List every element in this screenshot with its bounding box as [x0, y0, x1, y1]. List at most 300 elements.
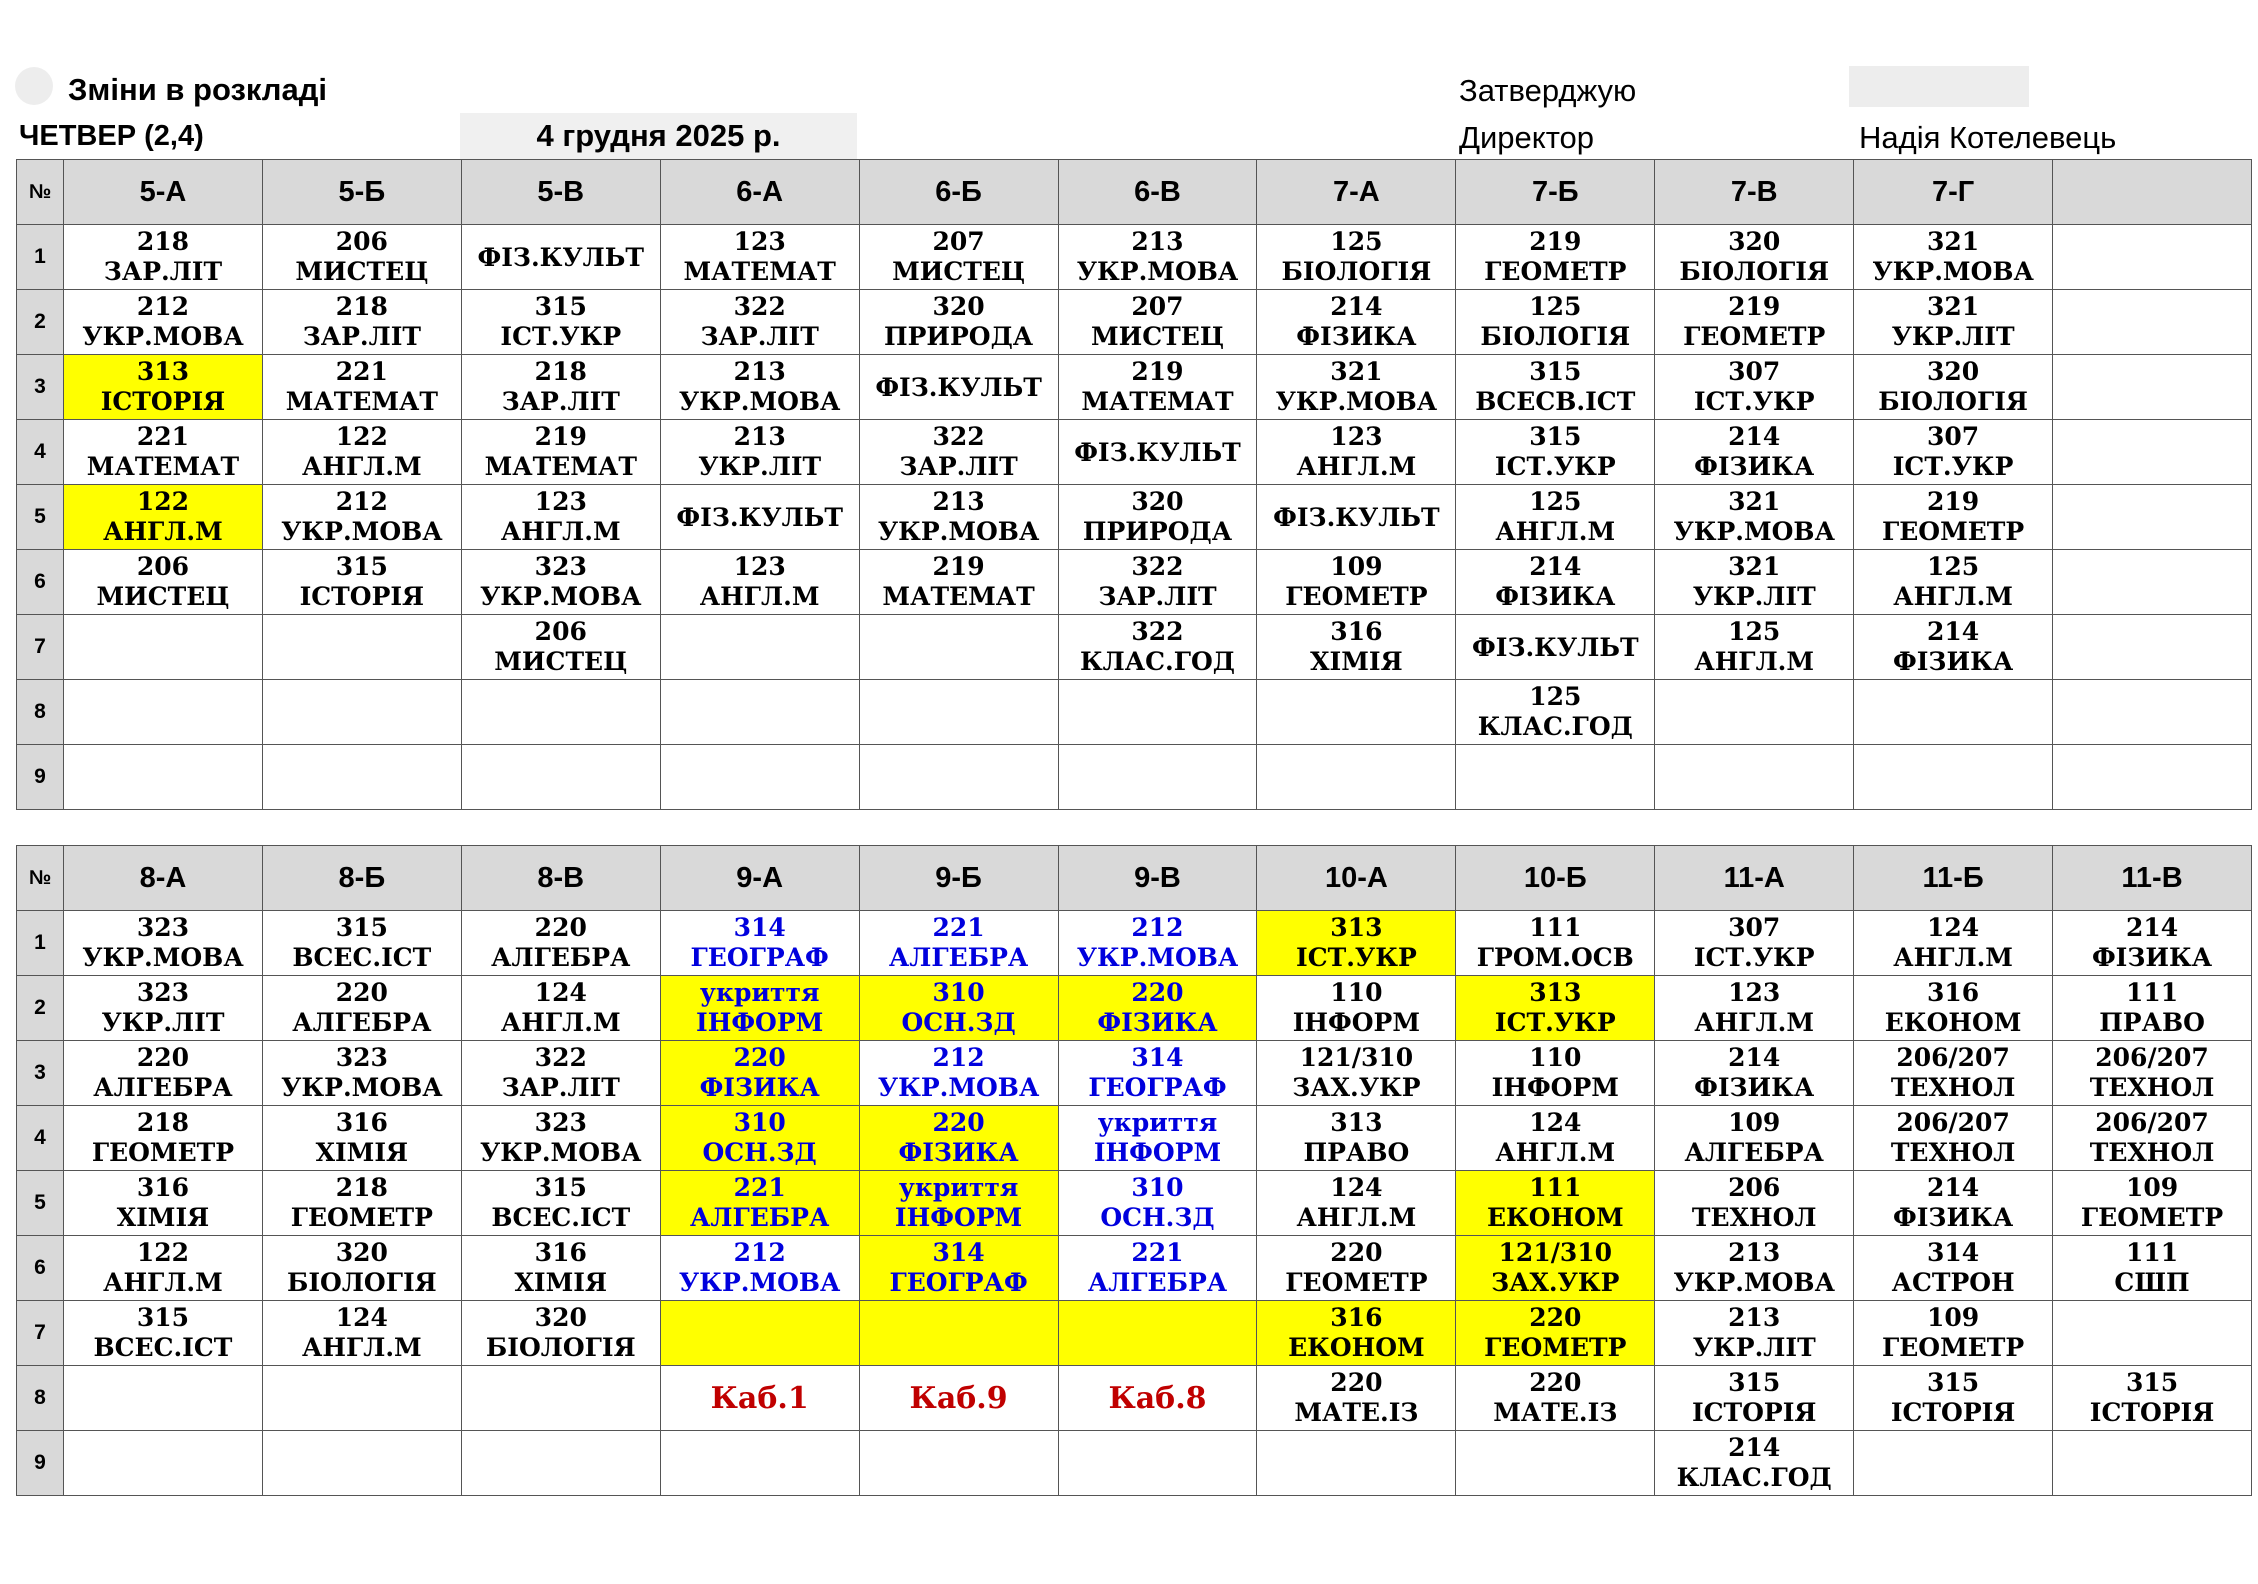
schedule-cell — [64, 1041, 263, 1106]
subject-name: ГЕОМЕТР — [1484, 257, 1627, 286]
subject-name: ІСТОРІЯ — [100, 387, 226, 416]
room-number: 212 — [335, 487, 388, 516]
room-number: 307 — [1728, 357, 1781, 386]
room-number: 315 — [2125, 1368, 2179, 1397]
room-number: 316 — [534, 1238, 587, 1267]
subject-name: ЕКОНОМ — [1486, 1203, 1624, 1232]
lesson-row — [17, 1236, 2252, 1301]
room-number: 221 — [1131, 1238, 1184, 1267]
subject-name: УКР.МОВА — [480, 1138, 642, 1167]
room-number: 207 — [1131, 292, 1184, 321]
subject-name: МАТЕМАТ — [285, 387, 439, 416]
room-number: 212 — [136, 292, 190, 321]
subject-name: ХІМІЯ — [116, 1203, 210, 1232]
subject-name: АНГЛ.М — [1296, 452, 1417, 481]
schedule-cell — [1058, 290, 1257, 355]
room-number: 219 — [932, 552, 985, 581]
subject-name: ЗАХ.УКР — [1491, 1268, 1620, 1297]
lesson-number: 2 — [17, 290, 64, 355]
schedule-table-bottom — [16, 845, 2252, 1496]
room-number: 110 — [1529, 1043, 1582, 1072]
subject-name: МИСТЕЦ — [295, 257, 429, 286]
class-header: 6-В — [1058, 160, 1257, 225]
schedule-cell — [660, 290, 859, 355]
schedule-cell — [859, 290, 1058, 355]
schedule-cell — [1257, 1106, 1456, 1171]
subject-name: БІОЛОГІЯ — [485, 1333, 636, 1362]
schedule-cell — [2053, 1301, 2252, 1366]
class-header: 6-А — [660, 160, 859, 225]
schedule-cell — [1257, 485, 1456, 550]
room-number: 214 — [1728, 1043, 1781, 1072]
room-number: 219 — [1927, 487, 1980, 516]
room-number: 206/207 — [2095, 1108, 2209, 1137]
room-number: 125 — [1529, 292, 1582, 321]
room-number: 111 — [2125, 978, 2179, 1007]
subject-name: АНГЛ.М — [1495, 1138, 1616, 1167]
room-number: 313 — [136, 357, 190, 386]
subject-name: АНГЛ.М — [500, 1008, 621, 1037]
schedule-cell — [1058, 550, 1257, 615]
room-number: 321 — [1927, 292, 1980, 321]
room-number: 213 — [1728, 1238, 1781, 1267]
schedule-cell — [660, 911, 859, 976]
subject-name: ФІЗ.КУЛЬТ — [477, 242, 645, 272]
subject-name: АНГЛ.М — [301, 452, 422, 481]
schedule-cell — [64, 615, 263, 680]
schedule-cell — [2053, 1106, 2252, 1171]
room-number: 213 — [1728, 1303, 1781, 1332]
schedule-cell — [1456, 485, 1655, 550]
lesson-number: 3 — [17, 1041, 64, 1106]
subject-name: УКР.МОВА — [678, 387, 841, 416]
schedule-cell — [859, 420, 1058, 485]
room-number: 219 — [1529, 227, 1582, 256]
room-number: 322 — [534, 1043, 587, 1072]
room-number: 206/207 — [2095, 1043, 2209, 1072]
subject-name: ХІМІЯ — [315, 1138, 409, 1167]
schedule-cell — [1854, 1236, 2053, 1301]
subject-name: ЗАР.ЛІТ — [501, 1073, 620, 1102]
lesson-row — [17, 225, 2252, 290]
class-header: 8-Б — [262, 846, 461, 911]
room-number: 316 — [1330, 1303, 1383, 1332]
schedule-cell — [1058, 976, 1257, 1041]
room-number: 206 — [534, 617, 587, 646]
lesson-row — [17, 355, 2252, 420]
subject-name: АНГЛ.М — [103, 517, 223, 546]
room-number: 314 — [932, 1238, 985, 1267]
subject-name: ФІЗИКА — [1893, 647, 2014, 676]
subject-name: ЗАР.ЛІТ — [1098, 582, 1217, 611]
room-number: 323 — [534, 1108, 587, 1137]
room-number: 121/310 — [1498, 1238, 1613, 1267]
lesson-row — [17, 420, 2252, 485]
subject-name: ТЕХНОЛ — [2089, 1073, 2215, 1102]
signature-placeholder — [1849, 66, 2029, 107]
room-number: 310 — [932, 978, 985, 1007]
room-number: 206 — [136, 552, 190, 581]
schedule-cell — [461, 745, 660, 810]
room-number: 220 — [1529, 1368, 1582, 1397]
subject-name: АЛГЕБРА — [690, 1203, 830, 1232]
subject-name: ІНФОРМ — [1491, 1073, 1619, 1102]
room-number: 320 — [932, 292, 985, 321]
room-number: 219 — [534, 422, 587, 451]
room-number: 313 — [1330, 1108, 1383, 1137]
subject-name: АНГЛ.М — [103, 1268, 223, 1297]
room-number: 320 — [1131, 487, 1184, 516]
schedule-cell — [461, 485, 660, 550]
lesson-row — [17, 745, 2252, 810]
subject-name: ФІЗИКА — [898, 1138, 1019, 1167]
schedule-cell — [1854, 745, 2053, 810]
page-title: Зміни в розкладі — [68, 72, 328, 107]
room-number: 220 — [1529, 1303, 1582, 1332]
lesson-number: 7 — [17, 1301, 64, 1366]
schedule-cell — [64, 976, 263, 1041]
schedule-cell — [461, 1301, 660, 1366]
schedule-cell — [262, 1041, 461, 1106]
schedule-cell — [2053, 420, 2252, 485]
schedule-cell — [262, 911, 461, 976]
schedule-cell — [2053, 1366, 2252, 1431]
subject-name: ФІЗИКА — [1495, 582, 1616, 611]
room-number: 110 — [1330, 978, 1383, 1007]
subject-name: МИСТЕЦ — [1090, 322, 1224, 351]
schedule-cell — [1854, 550, 2053, 615]
subject-name: ЕКОНОМ — [1288, 1333, 1425, 1362]
subject-name: УКР.ЛІТ — [1891, 322, 2015, 351]
schedule-cell — [1655, 1236, 1854, 1301]
room-number: 220 — [1131, 978, 1184, 1007]
schedule-cell — [64, 225, 263, 290]
schedule-cell — [64, 1366, 263, 1431]
subject-name: АЛГЕБРА — [93, 1073, 233, 1102]
room-number: 221 — [733, 1173, 786, 1202]
schedule-cell — [64, 745, 263, 810]
schedule-cell — [1655, 1431, 1854, 1496]
schedule-cell — [1257, 1041, 1456, 1106]
schedule-cell — [1058, 1236, 1257, 1301]
subject-name: ТЕХНОЛ — [1890, 1073, 2016, 1102]
subject-name: АЛГЕБРА — [888, 943, 1029, 972]
subject-name: АНГЛ.М — [500, 517, 621, 546]
schedule-cell — [461, 225, 660, 290]
room-number: 125 — [1529, 682, 1582, 711]
lesson-number: 9 — [17, 745, 64, 810]
schedule-cell — [1655, 615, 1854, 680]
subject-name: ФІЗИКА — [1694, 452, 1815, 481]
schedule-cell — [262, 1431, 461, 1496]
schedule-cell — [64, 1236, 263, 1301]
schedule-cell — [660, 1236, 859, 1301]
director-label: Директор — [1459, 120, 1595, 155]
circle-mark — [15, 67, 53, 105]
room-number: 123 — [1330, 422, 1383, 451]
subject-name: СШП — [2114, 1268, 2190, 1297]
schedule-cell — [660, 225, 859, 290]
schedule-cell — [64, 420, 263, 485]
header-row — [17, 160, 2252, 225]
room-number: 121/310 — [1299, 1043, 1414, 1072]
schedule-cell — [1257, 680, 1456, 745]
subject-name: МИСТЕЦ — [494, 647, 628, 676]
room-number: 124 — [335, 1303, 388, 1332]
schedule-cell — [64, 680, 263, 745]
room-number: 124 — [534, 978, 587, 1007]
schedule-cell — [859, 355, 1058, 420]
room-number: 316 — [1927, 978, 1980, 1007]
lesson-number: 3 — [17, 355, 64, 420]
schedule-cell — [660, 1106, 859, 1171]
class-header: 11-Б — [1854, 846, 2053, 911]
room-number: 316 — [335, 1108, 388, 1137]
room-number: 320 — [335, 1238, 388, 1267]
schedule-cell — [1257, 1171, 1456, 1236]
schedule-cell — [1257, 355, 1456, 420]
schedule-cell — [2053, 615, 2252, 680]
room-number: 124 — [1927, 913, 1980, 942]
schedule-cell — [1655, 1171, 1854, 1236]
schedule-cell — [1456, 420, 1655, 485]
subject-name: ФІЗИКА — [1694, 1073, 1815, 1102]
room-number: 109 — [2125, 1173, 2179, 1202]
schedule-cell — [2053, 550, 2252, 615]
lesson-number: 8 — [17, 680, 64, 745]
subject-name: ІСТ.УКР — [1693, 943, 1815, 972]
class-header: 9-Б — [859, 846, 1058, 911]
schedule-cell — [1655, 355, 1854, 420]
schedule-cell — [2053, 290, 2252, 355]
subject-name: УКР.МОВА — [281, 1073, 443, 1102]
schedule-cell — [1655, 420, 1854, 485]
room-number: 218 — [335, 1173, 388, 1202]
subject-name: ГЕОГРАФ — [889, 1268, 1028, 1297]
subject-name: УКР.ЛІТ — [101, 1008, 225, 1037]
room-number: 220 — [136, 1043, 190, 1072]
lesson-number: 6 — [17, 550, 64, 615]
lesson-number-header: № — [17, 160, 64, 225]
class-header: 10-А — [1257, 846, 1456, 911]
room-number: 213 — [932, 487, 985, 516]
schedule-cell — [1655, 1366, 1854, 1431]
subject-name: ВСЕС.ІСТ — [93, 1333, 233, 1362]
room-number: 314 — [1927, 1238, 1980, 1267]
room-number: 220 — [534, 913, 587, 942]
subject-name: АНГЛ.М — [1893, 582, 2013, 611]
schedule-cell — [1655, 1106, 1854, 1171]
subject-name: ІСТ.УКР — [1494, 452, 1616, 481]
subject-name: ФІЗИКА — [1097, 1008, 1218, 1037]
subject-name: МИСТЕЦ — [892, 257, 1026, 286]
schedule-cell — [1854, 485, 2053, 550]
schedule-cell — [262, 1106, 461, 1171]
schedule-cell — [859, 550, 1058, 615]
room-number: 315 — [1529, 357, 1582, 386]
subject-name: ІСТОРІЯ — [2089, 1398, 2215, 1427]
schedule-cell — [1257, 225, 1456, 290]
schedule-cell — [1456, 1171, 1655, 1236]
subject-name: ЗАР.ЛІТ — [899, 452, 1018, 481]
schedule-cell — [461, 911, 660, 976]
subject-name: УКР.МОВА — [1076, 943, 1239, 972]
schedule-cell — [1655, 745, 1854, 810]
room-number: 323 — [534, 552, 587, 581]
room-number: 315 — [534, 292, 587, 321]
room-number: 314 — [1131, 1043, 1184, 1072]
subject-name: УКР.МОВА — [877, 1073, 1040, 1102]
schedule-cell — [262, 550, 461, 615]
subject-name: ПРАВО — [2099, 1008, 2205, 1037]
subject-name: АСТРОН — [1891, 1268, 2015, 1297]
subject-name: УКР.МОВА — [281, 517, 443, 546]
room-number: 109 — [1927, 1303, 1980, 1332]
room-number: 221 — [932, 913, 985, 942]
subject-name: АНГЛ.М — [1893, 943, 2013, 972]
schedule-cell — [1456, 1106, 1655, 1171]
subject-name: ІНФОРМ — [1093, 1138, 1222, 1167]
subject-name: АЛГЕБРА — [1087, 1268, 1228, 1297]
schedule-cell — [461, 550, 660, 615]
subject-name: ГЕОМЕТР — [1881, 1333, 2025, 1362]
room-number: 124 — [1330, 1173, 1383, 1202]
subject-name: МАТЕМАТ — [1081, 387, 1234, 416]
subject-name: УКР.МОВА — [877, 517, 1040, 546]
class-header: 8-В — [461, 846, 660, 911]
room-number: 320 — [1927, 357, 1980, 386]
room-number: 220 — [1330, 1368, 1383, 1397]
room-number: 125 — [1529, 487, 1582, 516]
schedule-cell — [660, 1171, 859, 1236]
subject-name: УКР.МОВА — [1673, 1268, 1835, 1297]
schedule-cell — [660, 745, 859, 810]
subject-name: ЗАХ.УКР — [1292, 1073, 1421, 1102]
room-number: 122 — [136, 487, 190, 516]
schedule-cell — [1257, 615, 1456, 680]
lesson-number: 2 — [17, 976, 64, 1041]
schedule-cell — [2053, 911, 2252, 976]
schedule-cell — [1058, 225, 1257, 290]
schedule-cell — [1655, 680, 1854, 745]
subject-name: АЛГЕБРА — [292, 1008, 432, 1037]
subject-name: ФІЗ.КУЛЬТ — [676, 502, 843, 532]
schedule-cell — [1456, 976, 1655, 1041]
subject-name: ФІЗ.КУЛЬТ — [875, 372, 1042, 402]
subject-name: УКР.МОВА — [1872, 257, 2034, 286]
schedule-cell — [1257, 745, 1456, 810]
schedule-cell — [262, 1301, 461, 1366]
subject-name: ЗАР.ЛІТ — [501, 387, 620, 416]
schedule-cell — [461, 976, 660, 1041]
approve-label: Затверджую — [1459, 73, 1637, 108]
schedule-cell — [262, 225, 461, 290]
schedule-cell — [461, 1041, 660, 1106]
subject-name: УКР.МОВА — [678, 1268, 841, 1297]
schedule-cell — [660, 1431, 859, 1496]
schedule-cell — [660, 1366, 859, 1431]
schedule-cell — [1655, 290, 1854, 355]
schedule-cell — [1058, 1366, 1257, 1431]
schedule-cell — [1854, 355, 2053, 420]
cabinet-note: Каб.8 — [1108, 1380, 1207, 1416]
subject-name: ГЕОМЕТР — [290, 1203, 433, 1232]
schedule-cell — [859, 745, 1058, 810]
schedule-cell — [1456, 355, 1655, 420]
lesson-row — [17, 680, 2252, 745]
schedule-cell — [859, 615, 1058, 680]
subject-name: ОСН.ЗД — [1100, 1203, 1215, 1232]
subject-name: ОСН.ЗД — [901, 1008, 1016, 1037]
subject-name: ГЕОМЕТР — [1285, 1268, 1428, 1297]
room-number: 206/207 — [1896, 1043, 2010, 1072]
schedule-cell — [1854, 1301, 2053, 1366]
room-number: 310 — [733, 1108, 786, 1137]
schedule-cell — [461, 355, 660, 420]
lesson-row — [17, 1171, 2252, 1236]
room-number: 214 — [1529, 552, 1582, 581]
schedule-cell — [1456, 1301, 1655, 1366]
room-number: 322 — [733, 292, 786, 321]
schedule-cell — [859, 976, 1058, 1041]
room-number: 307 — [1728, 913, 1781, 942]
subject-name: ФІЗИКА — [1893, 1203, 2014, 1232]
subject-name: ТЕХНОЛ — [1890, 1138, 2016, 1167]
subject-name: ІСТ.УКР — [1892, 452, 2014, 481]
schedule-cell — [2053, 745, 2252, 810]
header-row — [17, 846, 2252, 911]
lesson-row — [17, 485, 2252, 550]
room-number: 323 — [136, 913, 190, 942]
class-header: 5-Б — [262, 160, 461, 225]
schedule-cell — [1456, 1431, 1655, 1496]
schedule-cell — [660, 485, 859, 550]
subject-name: УКР.МОВА — [1076, 257, 1239, 286]
room-number: 315 — [1927, 1368, 1980, 1397]
subject-name: ФІЗИКА — [699, 1073, 820, 1102]
subject-name: ТЕХНОЛ — [1691, 1203, 1817, 1232]
room-number: 214 — [1728, 1433, 1781, 1462]
schedule-cell — [660, 615, 859, 680]
schedule-cell — [1058, 745, 1257, 810]
schedule-cell — [1257, 976, 1456, 1041]
subject-name: МАТЕМАТ — [882, 582, 1035, 611]
room-number: 315 — [136, 1303, 190, 1332]
subject-name: МАТЕМАТ — [683, 257, 836, 286]
subject-name: БІОЛОГІЯ — [1679, 257, 1830, 286]
subject-name: УКР.ЛІТ — [698, 452, 822, 481]
room-number: 316 — [1330, 617, 1383, 646]
subject-name: ФІЗИКА — [2091, 943, 2213, 972]
room-number: 218 — [136, 227, 190, 256]
schedule-cell — [859, 1171, 1058, 1236]
schedule-cell — [1257, 1366, 1456, 1431]
class-header: 7-Б — [1456, 160, 1655, 225]
subject-name: КЛАС.ГОД — [1079, 647, 1236, 676]
schedule-cell — [64, 290, 263, 355]
schedule-cell — [1058, 615, 1257, 680]
subject-name: АНГЛ.М — [699, 582, 820, 611]
schedule-table-top — [16, 159, 2252, 810]
room-number: 111 — [1529, 1173, 1582, 1202]
schedule-cell — [859, 680, 1058, 745]
schedule-cell — [2053, 225, 2252, 290]
room-number: 219 — [1728, 292, 1781, 321]
schedule-cell — [1854, 1106, 2053, 1171]
schedule-cell — [1058, 1041, 1257, 1106]
day-label: ЧЕТВЕР (2,4) — [19, 120, 204, 152]
room-number: 314 — [733, 913, 786, 942]
